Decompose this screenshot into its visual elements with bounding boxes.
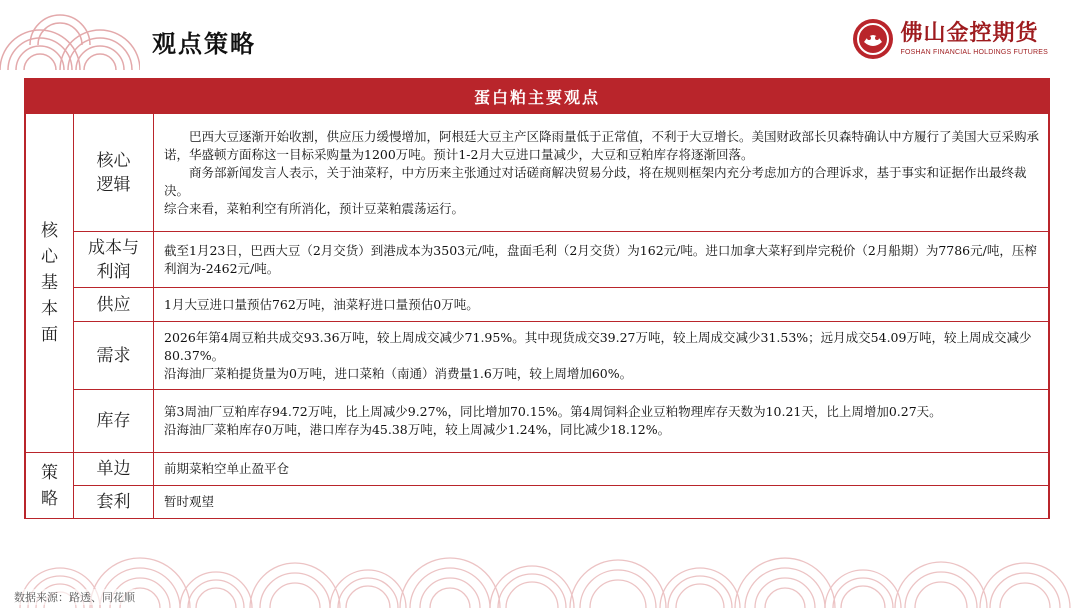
row-label-core-logic: 核心 逻辑: [74, 114, 154, 232]
row-content-inventory: 第3周油厂豆粕库存94.72万吨，比上周减少9.27%，同比增加70.15%。第4周饲料企业豆粕物理库存天数为10.21天，比上周增加0.27天。 沿海油厂菜粕库存0万吨，港口库存为45.38万吨，较上周减少1.24%，同比减少18.12%。: [154, 390, 1049, 453]
brand-logo-icon: [852, 18, 894, 60]
table-row-demand: [26, 322, 1049, 390]
row-content-demand: 2026年第4周豆粕共成交93.36万吨，较上周成交减少71.95%。其中现货成交39.27万吨，较上周成交减少31.53%；远月成交54.09万吨，较上周成交减少80.37%。 沿海油厂菜粕提货量为0万吨，进口菜粕（南通）消费量1.6万吨，较上周增加60%。: [154, 322, 1049, 390]
row-content-arbitrage: 暂时观望: [154, 486, 1049, 519]
cloud-pattern-decoration: [0, 0, 140, 70]
brand-name-cn: 佛山金控期货: [900, 21, 1039, 46]
row-label-arbitrage: 套利: [74, 486, 154, 519]
table-row-arbitrage: [26, 486, 1049, 519]
table-row-cost-profit: [26, 232, 1049, 288]
row-content-single-side: 前期菜粕空单止盈平仓: [154, 453, 1049, 486]
row-label-inventory: 库存: [74, 390, 154, 453]
row-content-core-logic: 巴西大豆逐渐开始收割，供应压力缓慢增加，阿根廷大豆主产区降雨量低于正常值，不利于大豆增长。美国财政部长贝森特确认中方履行了美国大豆采购承诺，华盛顿方面称这一目标采购量为1200万吨。预计1-2月大豆进口量减少，大豆和豆粕库存将逐渐回落。 商务部新闻发言人表示，关于油菜籽，中方历来主张通过对话磋商解决贸易分歧，将在规则框架内充分考虑加方的合理诉求，基于事实和证据作出最终裁决。 综合来看，菜粕利空有所消化，预计豆菜粕震荡运行。: [154, 114, 1049, 232]
viewpoint-table: [25, 113, 1049, 519]
panel-header: 蛋白粕主要观点: [25, 79, 1049, 113]
footer-source: 数据来源：路透、同花顺: [14, 591, 135, 604]
brand: [852, 18, 1048, 60]
page-title: 观点策略: [152, 29, 256, 58]
table-row-core-logic: [26, 114, 1049, 232]
row-content-supply: 1月大豆进口量预估762万吨，油菜籽进口量预估0万吨。: [154, 288, 1049, 322]
viewpoint-panel: [24, 78, 1050, 519]
row-label-supply: 供应: [74, 288, 154, 322]
category-fundamentals: 核 心 基 本 面: [26, 114, 74, 453]
row-label-demand: 需求: [74, 322, 154, 390]
table-row-supply: [26, 288, 1049, 322]
row-label-cost-profit: 成本与 利润: [74, 232, 154, 288]
row-label-single-side: 单边: [74, 453, 154, 486]
bottom-cloud-pattern-decoration: [0, 538, 1080, 608]
category-strategy: 策 略: [26, 453, 74, 519]
table-row-single-side: [26, 453, 1049, 486]
brand-name-en: FOSHAN FINANCIAL HOLDINGS FUTURES: [900, 49, 1048, 56]
table-row-inventory: [26, 390, 1049, 453]
row-content-cost-profit: 截至1月23日，巴西大豆（2月交货）到港成本为3503元/吨，盘面毛利（2月交货）为162元/吨。进口加拿大菜籽到岸完税价（2月船期）为7786元/吨，压榨利润为-2462元/吨。: [154, 232, 1049, 288]
